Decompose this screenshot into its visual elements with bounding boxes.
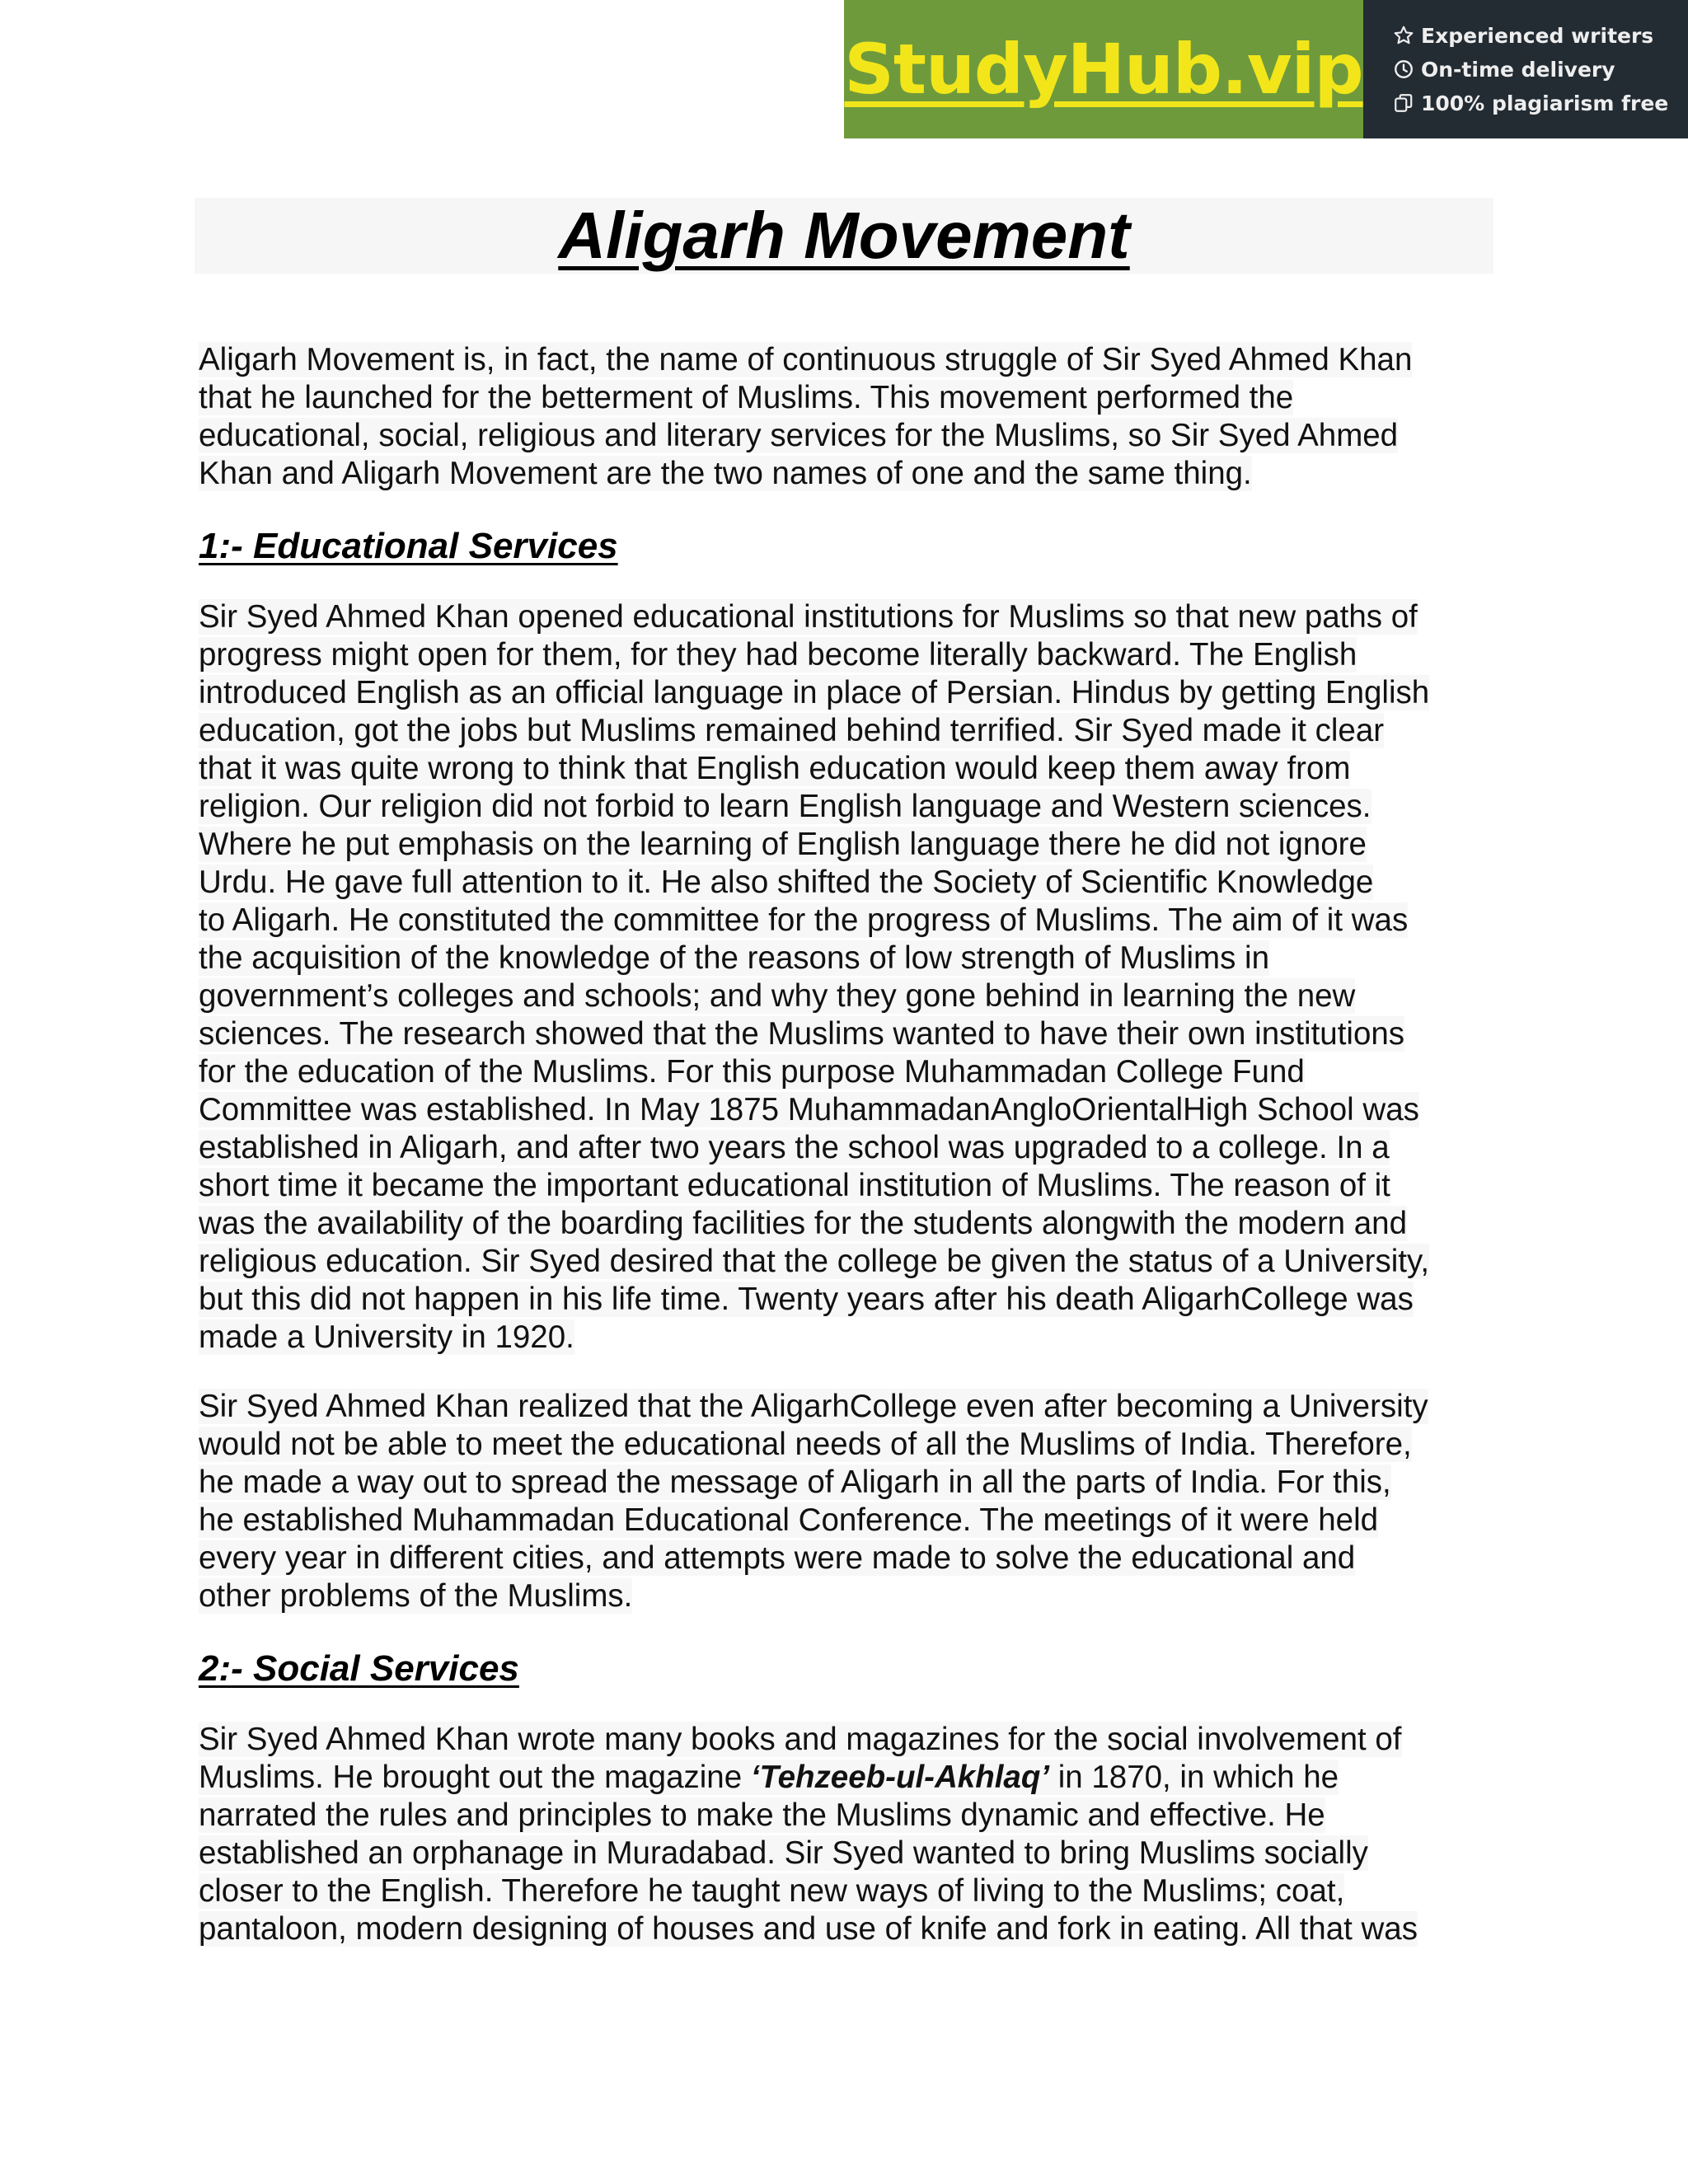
text-line: every year in different cities, and attempts were made to solve the educational and (199, 1540, 1356, 1576)
copy-icon (1393, 92, 1414, 114)
text-line: the acquisition of the knowledge of the reasons of low strength of Muslims in (199, 940, 1270, 976)
clock-icon (1393, 59, 1414, 80)
text-line: established an orphanage in Muradabad. Sir Syed wanted to bring Muslims socially (199, 1835, 1368, 1871)
text-line (199, 1759, 1499, 1797)
text-line: but this did not happen in his life time. Twenty years after his death AligarhCollege was (199, 1282, 1414, 1317)
text-line: introduced English as an official language in place of Persian. Hindus by getting English (199, 675, 1430, 710)
text-line: that he launched for the betterment of Muslims. This movement performed the (199, 380, 1294, 415)
text-line: made a University in 1920. (199, 1319, 574, 1355)
section-heading-social: 2:- Social Services (199, 1648, 519, 1689)
text-line: education, got the jobs but Muslims remained behind terrified. Sir Syed made it clear (199, 713, 1385, 748)
text-line: sciences. The research showed that the Muslims wanted to have their own institutions (199, 1016, 1405, 1052)
banner-features (1363, 0, 1688, 138)
text-line: would not be able to meet the educational needs of all the Muslims of India. Therefore, (199, 1427, 1412, 1462)
text-line: to Aligarh. He constituted the committee for the progress of Muslims. The aim of it was (199, 902, 1409, 938)
text-line: other problems of the Muslims. (199, 1578, 633, 1614)
text-line: that it was quite wrong to think that English education would keep them away from (199, 751, 1351, 786)
social-paragraph (199, 1721, 1499, 1948)
text-line: religious education. Sir Syed desired that the college be given the status of a University, (199, 1244, 1430, 1279)
ad-banner[interactable] (844, 0, 1688, 138)
feature-label: 100% plagiarism free (1421, 91, 1669, 115)
text-line: Where he put emphasis on the learning of English language there he did not ignore (199, 827, 1367, 862)
text-segment: Muslims. He brought out the magazine (199, 1760, 751, 1795)
educational-paragraph-2 (199, 1388, 1499, 1615)
section-heading-educational: 1:- Educational Services (199, 526, 618, 566)
magazine-title: ‘Tehzeeb-ul-Akhlaq’ (750, 1760, 1050, 1795)
feature-on-time-delivery (1393, 53, 1688, 87)
text-line: Sir Syed Ahmed Khan realized that the AligarhCollege even after becoming a University (199, 1389, 1428, 1424)
text-line: established in Aligarh, and after two years the school was upgraded to a college. In a (199, 1130, 1390, 1165)
document-body (199, 341, 1499, 1948)
text-line: Sir Syed Ahmed Khan wrote many books and magazines for the social involvement of (199, 1722, 1402, 1757)
text-line: Khan and Aligarh Movement are the two names of one and the same thing. (199, 456, 1252, 491)
text-line: he established Muhammadan Educational Conference. The meetings of it were held (199, 1502, 1379, 1538)
text-segment: in 1870, in which he (1049, 1760, 1339, 1795)
educational-paragraph-1 (199, 598, 1499, 1357)
document-title: Aligarh Movement (558, 199, 1130, 272)
text-line: educational, social, religious and literary services for the Muslims, so Sir Syed Ahmed (199, 418, 1399, 453)
text-line: pantaloon, modern designing of houses and use of knife and fork in eating. All that was (199, 1911, 1418, 1947)
text-line: Aligarh Movement is, in fact, the name of continuous struggle of Sir Syed Ahmed Khan (199, 342, 1413, 377)
text-line: progress might open for them, for they had become literally backward. The English (199, 637, 1357, 673)
studyhub-logo[interactable] (844, 0, 1363, 138)
text-line: short time it became the important educational institution of Muslims. The reason of it (199, 1168, 1390, 1203)
feature-label: Experienced writers (1421, 23, 1654, 48)
text-line: Sir Syed Ahmed Khan opened educational institutions for Muslims so that new paths of (199, 599, 1418, 635)
text-line: Committee was established. In May 1875 MuhammadanAngloOrientalHigh School was (199, 1092, 1419, 1127)
text-line: religion. Our religion did not forbid to learn English language and Western sciences. (199, 789, 1372, 824)
text-line: government’s colleges and schools; and why they gone behind in learning the new (199, 978, 1356, 1014)
text-line: Urdu. He gave full attention to it. He also shifted the Society of Scientific Knowledge (199, 865, 1374, 900)
logo-text: StudyHub.vip (844, 29, 1363, 110)
feature-plagiarism-free (1393, 87, 1688, 120)
feature-experienced-writers (1393, 19, 1688, 53)
text-line: closer to the English. Therefore he taught new ways of living to the Muslims; coat, (199, 1873, 1345, 1909)
text-line: narrated the rules and principles to make the Muslims dynamic and effective. He (199, 1797, 1325, 1833)
text-line: for the education of the Muslims. For this purpose Muhammadan College Fund (199, 1054, 1305, 1090)
intro-paragraph (199, 341, 1499, 493)
star-icon (1393, 25, 1414, 46)
text-line: he made a way out to spread the message of Aligarh in all the parts of India. For this, (199, 1465, 1391, 1500)
text-line: was the availability of the boarding facilities for the students alongwith the modern and (199, 1206, 1408, 1241)
title-bar (195, 198, 1493, 274)
feature-label: On-time delivery (1421, 57, 1615, 82)
